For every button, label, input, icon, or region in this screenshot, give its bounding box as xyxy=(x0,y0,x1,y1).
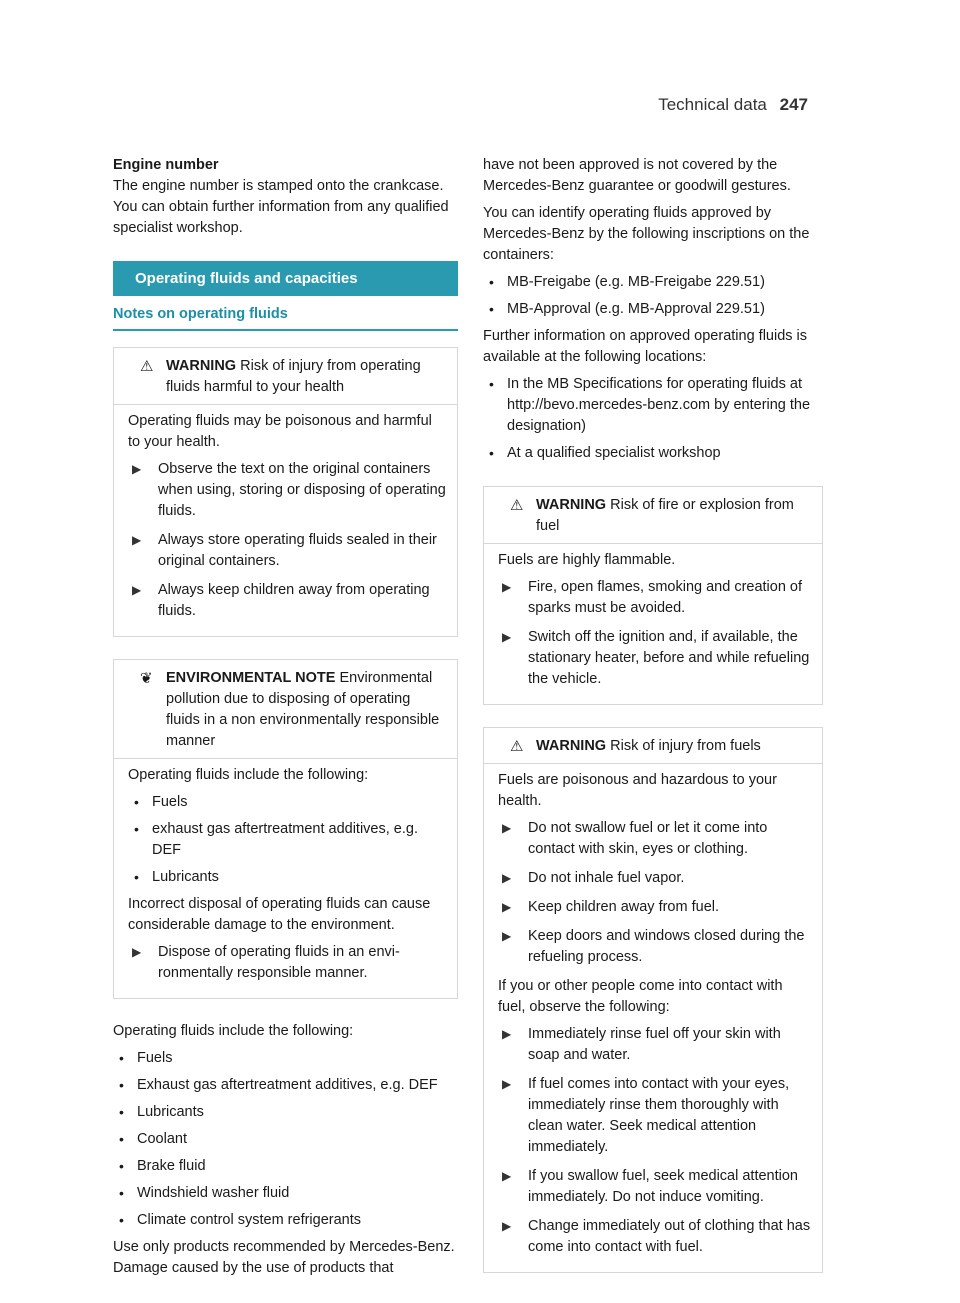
list-item: • exhaust gas aftertreatment additives, e.g. DEF xyxy=(134,821,418,858)
right-column xyxy=(483,155,823,1295)
warning-label: WARNING xyxy=(536,738,607,754)
section-bar: Operating fluids and capacities xyxy=(113,261,458,296)
arrow-icon: ▶ xyxy=(502,821,512,835)
page-number: 247 xyxy=(779,95,808,114)
fluids-outro: Use only products recommended by Mercedes-Benz. Damage caused by the use of products that xyxy=(113,1239,455,1276)
instruction-step xyxy=(128,459,447,522)
warning-box-header xyxy=(114,348,457,404)
env-label: ENVIRONMENTAL NOTE xyxy=(166,670,336,686)
identify-text: You can identify operating fluids approved by Mercedes-Benz by the following inscriptions on the containers: xyxy=(483,205,810,263)
fluids-intro: Operating fluids include the following: xyxy=(113,1023,354,1039)
arrow-icon: ▶ xyxy=(502,630,512,644)
warning-label: WARNING xyxy=(536,497,607,513)
list-item: • At a qualified specialist workshop xyxy=(489,445,721,461)
list-item: • MB-Approval (e.g. MB-Approval 229.51) xyxy=(489,301,765,317)
warning-title: Risk of injury from operating fluids harmful to your health xyxy=(166,358,421,395)
warning-title: Risk of fire or explosion from fuel xyxy=(536,497,794,534)
arrow-icon: ▶ xyxy=(502,1077,512,1091)
step-text: Keep children away from fuel. xyxy=(528,899,720,915)
warning-box-fuels xyxy=(483,727,823,1273)
page-header xyxy=(658,95,808,115)
warning-title: Risk of injury from fuels xyxy=(610,738,761,754)
leaf-icon: ❦ xyxy=(140,670,153,687)
warning-label: WARNING xyxy=(166,358,237,374)
step-text: Observe the text on the original containers when using, storing or disposing of operating fluids. xyxy=(158,461,446,519)
warning-box-operating-fluids xyxy=(113,347,458,637)
step-text: If fuel comes into contact with your eyes, immediately rinse them thoroughly with clean water. Seek medical attention immediately. xyxy=(528,1076,790,1155)
list-item: • Lubricants xyxy=(134,869,219,885)
warning-triangle-icon: ⚠ xyxy=(510,497,524,514)
step-text: Dispose of operating fluids in an environmentally responsible manner. xyxy=(158,944,400,981)
list-item: • Fuels xyxy=(134,794,188,810)
list-item: • Lubricants xyxy=(119,1104,204,1120)
env-text: Incorrect disposal of operating fluids can cause considerable damage to the environment. xyxy=(128,896,431,933)
instruction-step xyxy=(128,530,447,572)
warning-box-body xyxy=(484,763,822,1272)
instruction-step xyxy=(498,1024,812,1066)
step-text: Always keep children away from operating fluids. xyxy=(158,582,430,619)
env-title: Environmental pollution due to disposing of operating fluids in a non environmentally responsible manner xyxy=(166,670,440,749)
header-section-title: Technical data xyxy=(658,95,767,114)
warning-triangle-icon: ⚠ xyxy=(140,358,154,375)
arrow-icon: ▶ xyxy=(502,900,512,914)
list-item: • Fuels xyxy=(119,1050,173,1066)
warning-box-body xyxy=(484,543,822,704)
instruction-step xyxy=(498,1166,812,1208)
warning-intro: Operating fluids may be poisonous and harmful to your health. xyxy=(128,413,432,450)
instruction-step xyxy=(498,1074,812,1158)
instruction-step xyxy=(498,1216,812,1258)
list-item: • In the MB Specifications for operating fluids at http://bevo.mercedes-benz.com by entering the designation) xyxy=(489,376,811,434)
instruction-step xyxy=(498,627,812,690)
arrow-icon: ▶ xyxy=(502,871,512,885)
warning-box-header xyxy=(484,487,822,543)
step-text: Always store operating fluids sealed in their original containers. xyxy=(158,532,437,569)
list-item: • Exhaust gas aftertreatment additives, e.g. DEF xyxy=(119,1077,438,1093)
warning-box-header xyxy=(484,728,822,763)
instruction-step xyxy=(498,926,812,968)
contact-text: If you or other people come into contact with fuel, observe the following: xyxy=(498,978,783,1015)
env-intro: Operating fluids include the following: xyxy=(128,767,369,783)
warning-triangle-icon: ⚠ xyxy=(510,738,524,755)
instruction-step xyxy=(498,818,812,860)
list-item: • Climate control system refrigerants xyxy=(119,1212,362,1228)
arrow-icon: ▶ xyxy=(132,533,142,547)
step-text: Do not inhale fuel vapor. xyxy=(528,870,685,886)
step-text: Keep doors and windows closed during the refueling process. xyxy=(528,928,805,965)
list-item: • MB-Freigabe (e.g. MB-Freigabe 229.51) xyxy=(489,274,765,290)
instruction-step xyxy=(498,897,812,918)
list-item: • Windshield washer fluid xyxy=(119,1185,290,1201)
engine-number-text: The engine number is stamped onto the crankcase. You can obtain further information from any qualified specialist workshop. xyxy=(113,178,449,236)
arrow-icon: ▶ xyxy=(502,1027,512,1041)
instruction-step xyxy=(498,577,812,619)
step-text: If you swallow fuel, seek medical attention immediately. Do not induce vomiting. xyxy=(528,1168,798,1205)
step-text: Change immediately out of clothing that has come into contact with fuel. xyxy=(528,1218,811,1255)
subheading: Notes on operating fluids xyxy=(113,304,458,331)
list-item: • Coolant xyxy=(119,1131,187,1147)
warning-intro: Fuels are highly flammable. xyxy=(498,552,676,568)
step-text: Do not swallow fuel or let it come into contact with skin, eyes or clothing. xyxy=(528,820,768,857)
left-column xyxy=(113,155,458,1285)
approval-text: have not been approved is not covered by the Mercedes-Benz guarantee or goodwill gestures. xyxy=(483,157,791,194)
environmental-note-body xyxy=(114,758,457,998)
arrow-icon: ▶ xyxy=(132,945,142,959)
engine-number-title: Engine number xyxy=(113,157,219,173)
environmental-note-box xyxy=(113,659,458,999)
instruction-step xyxy=(128,580,447,622)
further-info-text: Further information on approved operating fluids is available at the following locations: xyxy=(483,328,808,365)
warning-box-fire xyxy=(483,486,823,705)
arrow-icon: ▶ xyxy=(502,929,512,943)
step-text: Fire, open flames, smoking and creation of sparks must be avoided. xyxy=(528,579,803,616)
arrow-icon: ▶ xyxy=(132,462,142,476)
environmental-note-header xyxy=(114,660,457,758)
arrow-icon: ▶ xyxy=(132,583,142,597)
step-text: Immediately rinse fuel off your skin with soap and water. xyxy=(528,1026,781,1063)
arrow-icon: ▶ xyxy=(502,1169,512,1183)
warning-intro: Fuels are poisonous and hazardous to your health. xyxy=(498,772,777,809)
arrow-icon: ▶ xyxy=(502,580,512,594)
warning-box-body xyxy=(114,404,457,636)
instruction-step xyxy=(128,942,447,984)
step-text: Switch off the ignition and, if available, the stationary heater, before and while refueling the vehicle. xyxy=(528,629,810,687)
arrow-icon: ▶ xyxy=(502,1219,512,1233)
instruction-step xyxy=(498,868,812,889)
list-item: • Brake fluid xyxy=(119,1158,206,1174)
